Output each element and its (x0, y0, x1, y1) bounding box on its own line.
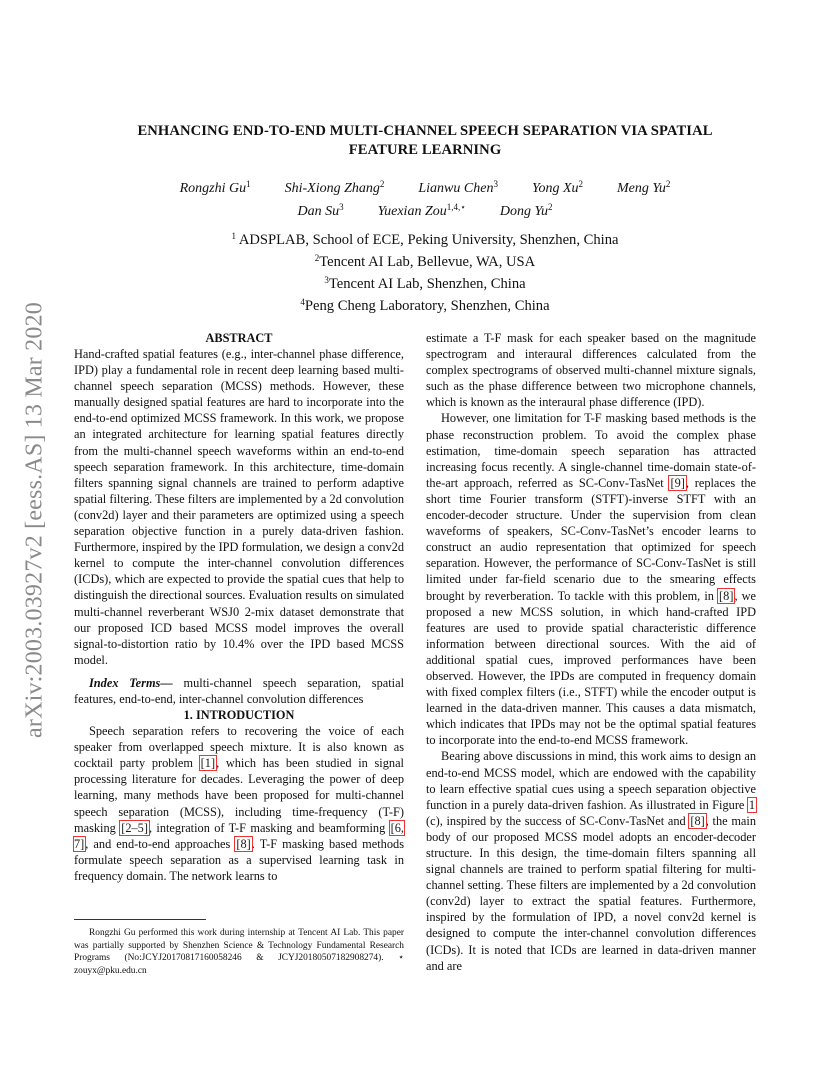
citation-link[interactable]: [9] (670, 475, 685, 490)
title-line-2: FEATURE LEARNING (348, 142, 502, 158)
introduction-heading: 1. INTRODUCTION (183, 708, 295, 723)
affiliation: $^2$Tencent AI Lab, Bellevue, WA, USA (314, 253, 536, 270)
arxiv-stamp (20, 270, 50, 770)
affiliation: $^1$ ADSPLAB, School of ECE, Peking University, Shenzhen, China (231, 231, 619, 248)
abstract-heading: ABSTRACT (205, 331, 273, 345)
index-terms-text: multi-channel speech separation, spatial features, end-to-end, inter-channel convolution differences (74, 675, 405, 706)
figure-link[interactable]: 1 (748, 797, 755, 812)
citation-link[interactable]: [8] (690, 813, 705, 828)
author-row-1 (90, 175, 760, 198)
footnote (74, 927, 404, 977)
affiliation: $^3$Tencent AI Lab, Shenzhen, China (324, 275, 526, 292)
affiliation: $^4$Peng Cheng Laboratory, Shenzhen, China (300, 297, 550, 314)
paragraph: However, one limitation for T-F masking based methods is the phase reconstruction problem. To avoid the complex phase estimation, time-domain speech separation has attracted increasing focus recently. A single-channel time-domain state-of-the-art approach, referred as SC-Conv-TasNet [9], replaces the short time Fourier transform (STFT)-inverse STFT with an encoder-decoder structure. Under the supervision from clean waveforms of speakers, SC-Conv-TasNet’s encoder learns to construct an audio representation that optimized for speech separation. However, the performance of SC-Conv-TasNet is still limited under far-field scenario due to the smearing effects brought by reverberation. To tackle with this problem, in [8], we proposed a new MCSS solution, in which hand-crafted IPD features are used to provide spatial characteristic difference information between directional sources. With the aid of additional spatial cues, improved performances have been observed. However, the IPDs are computed in frequency domain with fixed complex filters (i.e., STFT) while the encoder output is learned in the data-driven manner. This causes a data mismatch, which indicates that IPDs may not be the optimal spatial features to incorporate into the end-to-end MCSS framework. (426, 411, 756, 748)
author-list (90, 175, 760, 221)
author: Yong Xu$^2$ (531, 179, 584, 196)
index-terms (74, 675, 404, 707)
citation-link[interactable]: [1] (200, 756, 216, 771)
footnote-text: Rongzhi Gu performed this work during internship at Tencent AI Lab. This paper was partially supported by Shenzhen Science & Technology Fundamental Research Programs (No:JCYJ20170817160058246 & JCYJ20180507182908274). ⋆ zouyx@pku.edu.cn (74, 928, 404, 976)
author: Rongzhi Gu$^1$ (179, 179, 251, 196)
paragraph: estimate a T-F mask for each speaker based on the magnitude spectrogram and interaural differences calculated from the complex spectrograms of observed multi-channel mixture signals, such as the phase difference between two microphone channels, which is known as the interaural phase difference (IPD). (426, 331, 756, 410)
author: Meng Yu$^2$ (617, 179, 671, 196)
arxiv-identifier: arXiv:2003.03927v2 [eess.AS] 13 Mar 2020 (21, 302, 48, 738)
author: Lianwu Chen$^3$ (418, 179, 498, 196)
right-column (426, 330, 756, 974)
citation-link[interactable]: [8] (236, 836, 251, 851)
affiliations (90, 227, 760, 315)
paragraph: Bearing above discussions in mind, this work aims to design an end-to-end MCSS model, which are endowed with the capability to learn effective spatial cues using a speech separation objective function in a purely data-driven fashion. As illustrated in Figure 1 (c), inspired by the success of SC-Conv-TasNet and [8], the main body of our proposed MCSS model adopts an encoder-decoder structure. In this design, the time-domain filters spanning all signal channels are trained to perform spatial filtering for multi-channel setting. These filters are implemented by a 2d convolution (conv2d) layer to extract the spatial features. Furthermore, inspired by the formulation of IPD, a novel conv2d kernel is designed to compute the inter-channel convolution differences (ICDs). It is noted that ICDs are learned in data-driven manner and are (426, 749, 757, 973)
author: Dong Yu$^2$ (499, 202, 553, 219)
footnote-divider (74, 919, 206, 920)
left-column (74, 330, 404, 884)
paper-title (90, 122, 760, 160)
index-terms-label: Index Terms— (89, 675, 173, 690)
author: Yuexian Zou$^{1,4,⋆}$ (377, 202, 466, 219)
introduction-paragraph: Speech separation refers to recovering the voice of each speaker from overlapped speech mixture. It is also known as cocktail party problem [1], which has been studied in signal processing literature for decades. Leveraging the power of deep learning, many methods have been proposed for multi-channel speech separation (MCSS), including time-frequency (T-F) masking [2–5], integration of T-F masking and beamforming [6, 7], and end-to-end approaches [8]. T-F masking based methods formulate speech separation as a supervised learning task in frequency domain. The network learns to (74, 724, 404, 883)
citation-link[interactable]: [2–5] (121, 820, 148, 835)
abstract-body: Hand-crafted spatial features (e.g., inter-channel phase difference, IPD) play a fundamental role in recent deep learning based multi-channel speech separation (MCSS) methods. However, these manually designed spatial features are hard to incorporate into the end-to-end optimized MCSS framework. In this work, we propose an integrated architecture for learning spatial features directly from the multi-channel speech waveforms within an end-to-end speech separation framework. In this architecture, time-domain filters spanning signal channels are trained to perform adaptive spatial filtering. These filters are implemented by a 2d convolution (conv2d) layer and their parameters are optimized using a speech separation objective function in a purely data-driven fashion. Furthermore, inspired by the IPD formulation, we design a conv2d kernel to compute the inter-channel convolution differences (ICDs), which are expected to provide the spatial cues that help to distinguish the directional sources. Evaluation results on simulated multi-channel reverberant WSJ0 2-mix dataset demonstrate that our proposed ICD based MCSS model improves the overall signal-to-distortion ratio by 10.4% over the IPD based MCSS model. (74, 347, 404, 667)
citation-link[interactable]: [6, 7] (74, 820, 404, 851)
citation-link[interactable]: [8] (719, 588, 734, 603)
title-line-1: ENHANCING END-TO-END MULTI-CHANNEL SPEECH SEPARATION VIA SPATIAL (137, 123, 713, 139)
author-row-2 (90, 198, 760, 221)
author: Shi-Xiong Zhang$^2$ (284, 179, 385, 196)
author: Dan Su$^3$ (297, 202, 344, 219)
